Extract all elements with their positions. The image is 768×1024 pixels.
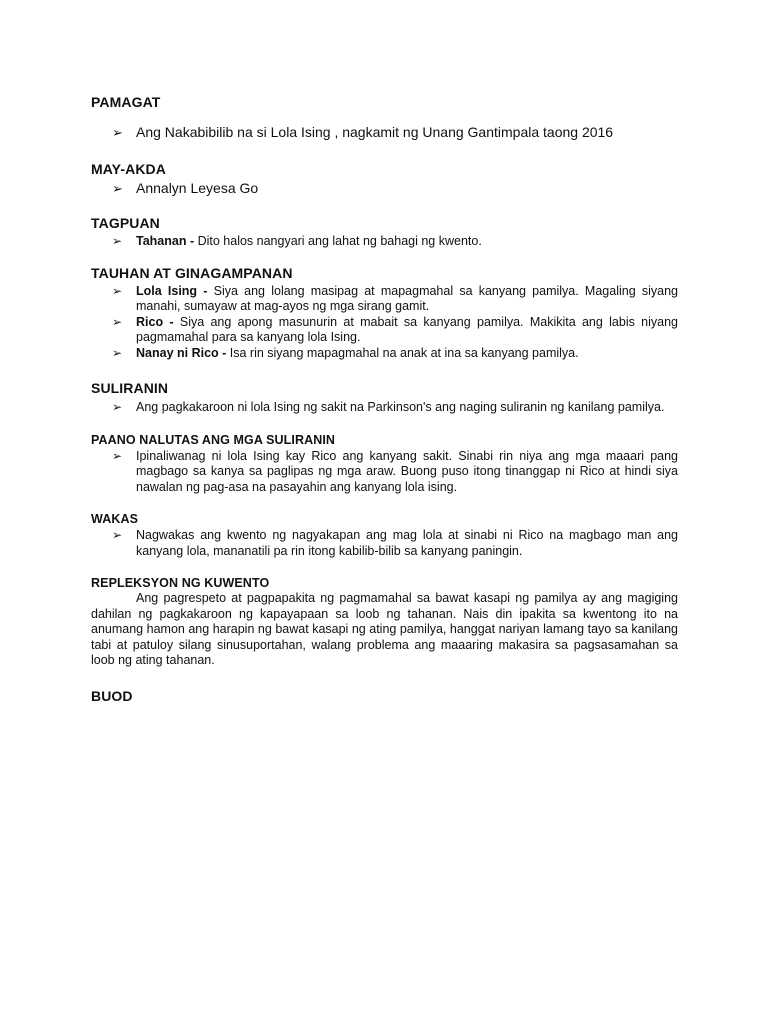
document-body bbox=[91, 94, 678, 705]
heading-wakas: WAKAS bbox=[91, 512, 139, 526]
term-label: Rico - bbox=[136, 314, 174, 329]
may-akda-text: Annalyn Leyesa Go bbox=[136, 180, 259, 196]
list-item bbox=[91, 180, 678, 197]
pamagat-text: Ang Nakabibilib na si Lola Ising , nagkamit ng Unang Gantimpala taong 2016 bbox=[136, 124, 614, 140]
list-item bbox=[91, 315, 678, 346]
term-description: Isa rin siyang mapagmahal na anak at ina sa kanyang pamilya. bbox=[226, 345, 579, 360]
heading-may-akda: MAY-AKDA bbox=[91, 161, 166, 177]
list-item bbox=[91, 528, 678, 559]
pamagat-list bbox=[91, 124, 678, 141]
list-item bbox=[91, 449, 678, 496]
paano-text: Ipinaliwanag ni lola Ising kay Rico ang kanyang sakit. Sinabi rin niya ang mga maaari pang magbago sa kanya sa paglipas ng mga araw. Buong puso itong tinanggap ni Rico at hindi siya nawalan ng pag-asa na pasayahin ang kanyang lola ising. bbox=[136, 448, 678, 494]
term-description: Dito halos nangyari ang lahat ng bahagi ng kwento. bbox=[194, 234, 482, 248]
heading-pamagat: PAMAGAT bbox=[91, 94, 161, 110]
list-item bbox=[91, 124, 678, 141]
term-label: Nanay ni Rico - bbox=[136, 345, 227, 360]
arrowhead-right-icon: ➢ bbox=[112, 234, 123, 248]
list-item bbox=[91, 234, 678, 250]
arrowhead-right-icon: ➢ bbox=[112, 314, 123, 329]
heading-tagpuan: TAGPUAN bbox=[91, 215, 160, 231]
arrowhead-right-icon: ➢ bbox=[112, 283, 123, 298]
term-description: Siya ang lolang masipag at mapagmahal sa kanyang pamilya. Magaling siyang manahi, sumayaw at mag-ayos ng mga sirang gamit. bbox=[136, 283, 678, 313]
suliranin-list bbox=[91, 400, 678, 416]
repleksyon-paragraph: Ang pagrespeto at pagpapakita ng pagmamahal sa bawat kasapi ng pamilya ay ang magiging dahilan ng pagkakaroon ng kapayapaan sa loob ng tahanan. Nais din ipakita sa kwentong ito na anumang hamon ang harapin ng bawat kasapi ng ating pamilya, hanggat nariyan lamang tayo sa kanilang tabi at patuloy silang sinusuportahan, walang problema ang maaaring makasira sa pagsasamahan sa loob ng ating tahanan. bbox=[91, 591, 678, 667]
term-description: Siya ang apong masunurin at mabait sa kanyang pamilya. Makikita ang labis niyang pagmamahal para sa kanyang lola Ising. bbox=[136, 314, 678, 344]
heading-suliranin: SULIRANIN bbox=[91, 380, 169, 396]
term-label: Tahanan - bbox=[136, 234, 195, 248]
wakas-text: Nagwakas ang kwento ng nagyakapan ang mag lola at sinabi ni Rico na magbago man ang kanyang lola, mananatili pa rin itong kabilib-bilib sa kanyang paningin. bbox=[136, 528, 678, 558]
may-akda-list bbox=[91, 180, 678, 197]
heading-buod: BUOD bbox=[91, 687, 133, 704]
arrowhead-right-icon: ➢ bbox=[112, 345, 123, 360]
paano-list bbox=[91, 449, 678, 496]
list-item bbox=[91, 400, 678, 416]
wakas-list bbox=[91, 528, 678, 559]
term-label: Lola Ising - bbox=[136, 283, 208, 298]
list-item bbox=[91, 284, 678, 315]
arrowhead-right-icon: ➢ bbox=[112, 125, 123, 140]
heading-paano-nalutas: PAANO NALUTAS ANG MGA SULIRANIN bbox=[91, 432, 336, 447]
heading-repleksyon: REPLEKSYON NG KUWENTO bbox=[91, 576, 270, 590]
arrowhead-right-icon: ➢ bbox=[112, 400, 123, 414]
suliranin-text: Ang pagkakaroon ni lola Ising ng sakit na Parkinson's ang naging suliranin ng kanilang pamilya. bbox=[136, 400, 665, 414]
arrowhead-right-icon: ➢ bbox=[112, 528, 123, 542]
arrowhead-right-icon: ➢ bbox=[112, 448, 123, 463]
heading-tauhan: TAUHAN AT GINAGAMPANAN bbox=[91, 264, 293, 281]
tagpuan-list bbox=[91, 234, 678, 250]
list-item bbox=[91, 346, 678, 362]
arrowhead-right-icon: ➢ bbox=[112, 181, 123, 196]
tauhan-list bbox=[91, 284, 678, 362]
